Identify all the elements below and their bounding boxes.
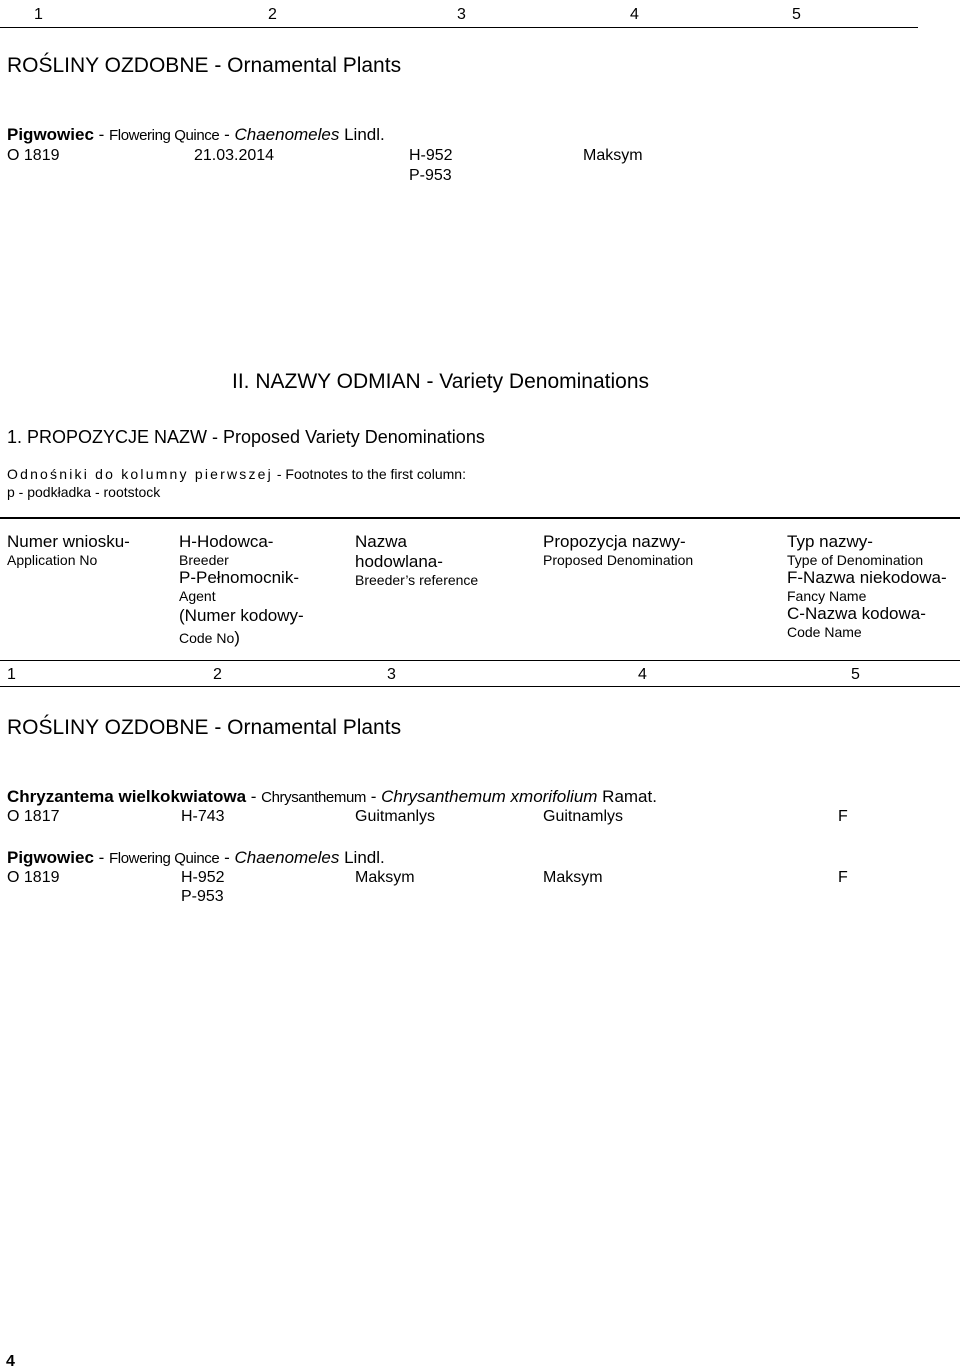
species-line-1	[7, 787, 657, 807]
columns-bottom-rule	[0, 686, 960, 687]
header-col-5	[787, 532, 947, 640]
header-col5-pl2: F-Nazwa niekodowa-	[787, 568, 947, 587]
header-col2-en2: Agent	[179, 588, 216, 604]
denomination: Maksym	[583, 147, 643, 164]
breeder-code: H-952	[409, 147, 453, 164]
row1-app-no: O 1817	[7, 808, 60, 825]
top-col-5: 5	[792, 6, 801, 23]
header-col-2	[179, 532, 304, 648]
top-rule	[0, 27, 918, 28]
section-title-bottom: ROŚLINY OZDOBNE - Ornamental Plants	[7, 716, 402, 739]
header-col5-pl3: C-Nazwa kodowa-	[787, 604, 926, 623]
row2-breeder: H-952	[181, 869, 225, 886]
header-col2-pl1: H-Hodowca-	[179, 532, 274, 551]
row2-type: F	[838, 869, 848, 886]
bottom-col-2: 2	[213, 666, 222, 683]
sub-heading: 1. PROPOZYCJE NAZW - Proposed Variety Denominations	[7, 427, 485, 447]
species1-name-en: Chrysanthemum	[261, 789, 366, 806]
species2-author: Lindl.	[339, 848, 385, 867]
header-top-rule	[0, 517, 960, 519]
species-line-2	[7, 848, 385, 868]
row1-reference: Guitmanlys	[355, 808, 436, 825]
row2-agent: P-953	[181, 888, 224, 905]
species-name-en: Flowering Quince	[109, 127, 220, 144]
header-col2-en3: Code No	[179, 630, 235, 646]
application-date: 21.03.2014	[194, 147, 275, 164]
agent-code: P-953	[409, 167, 452, 184]
header-col2-close: )	[234, 628, 240, 647]
top-col-3: 3	[457, 6, 466, 23]
header-col2-pl2: P-Pełnomocnik-	[179, 568, 299, 587]
row2-reference: Maksym	[355, 869, 415, 886]
header-col-4	[543, 532, 693, 568]
header-col5-en2: Fancy Name	[787, 588, 867, 604]
species1-latin: Chrysanthemum xmorifolium	[381, 787, 598, 806]
species1-name-pl: Chryzantema wielkokwiatowa	[7, 787, 247, 806]
footnote-line-2: p - podkładka - rootstock	[7, 484, 161, 500]
separator: -	[246, 787, 262, 806]
species-line-top	[7, 125, 385, 145]
species2-name-pl: Pigwowiec	[7, 848, 94, 867]
header-col4-en: Proposed Denomination	[543, 552, 694, 568]
page-number: 4	[6, 1353, 15, 1370]
header-col3-pl1: Nazwa	[355, 532, 407, 551]
header-col3-en: Breeder’s reference	[355, 572, 479, 588]
footnote-line-1	[7, 466, 466, 482]
header-col5-en1: Type of Denomination	[787, 552, 924, 568]
row1-type: F	[838, 808, 848, 825]
species-name-pl: Pigwowiec	[7, 125, 94, 144]
header-col1-pl: Numer wniosku-	[7, 532, 130, 551]
bottom-col-3: 3	[387, 666, 396, 683]
species1-author: Ramat.	[597, 787, 657, 806]
separator: -	[219, 125, 235, 144]
top-col-2: 2	[268, 6, 277, 23]
bottom-col-4: 4	[638, 666, 647, 683]
row1-breeder: H-743	[181, 808, 225, 825]
row1-denomination: Guitnamlys	[543, 808, 624, 825]
footnote-label-pl: Odnośniki do kolumny pierwszej	[7, 466, 273, 482]
header-col5-pl1: Typ nazwy-	[787, 532, 873, 551]
application-number: O 1819	[7, 147, 60, 164]
separator: -	[365, 787, 382, 806]
row2-app-no: O 1819	[7, 869, 60, 886]
part-heading: II. NAZWY ODMIAN - Variety Denominations	[232, 370, 649, 393]
footnote-label-en: - Footnotes to the first column:	[272, 466, 466, 482]
top-col-4: 4	[630, 6, 639, 23]
bottom-col-5: 5	[851, 666, 860, 683]
header-col4-pl: Propozycja nazwy-	[543, 532, 686, 551]
header-col1-en: Application No	[7, 552, 98, 568]
row2-denomination: Maksym	[543, 869, 603, 886]
header-col5-en3: Code Name	[787, 624, 862, 640]
header-col2-pl3: (Numer kodowy-	[179, 606, 304, 625]
separator: -	[93, 848, 110, 867]
top-col-1: 1	[34, 6, 43, 23]
header-col3-pl2: hodowlana-	[355, 552, 443, 571]
separator: -	[219, 848, 235, 867]
section-title-top: ROŚLINY OZDOBNE - Ornamental Plants	[7, 54, 402, 77]
species-latin: Chaenomeles	[234, 125, 340, 144]
header-col-3	[355, 532, 478, 588]
species2-latin: Chaenomeles	[234, 848, 340, 867]
bottom-col-1: 1	[7, 666, 16, 683]
header-col2-en1: Breeder	[179, 552, 229, 568]
species-author: Lindl.	[339, 125, 385, 144]
separator: -	[93, 125, 110, 144]
header-bottom-rule	[0, 660, 960, 661]
species2-name-en: Flowering Quince	[109, 850, 220, 867]
header-col-1	[7, 532, 130, 568]
